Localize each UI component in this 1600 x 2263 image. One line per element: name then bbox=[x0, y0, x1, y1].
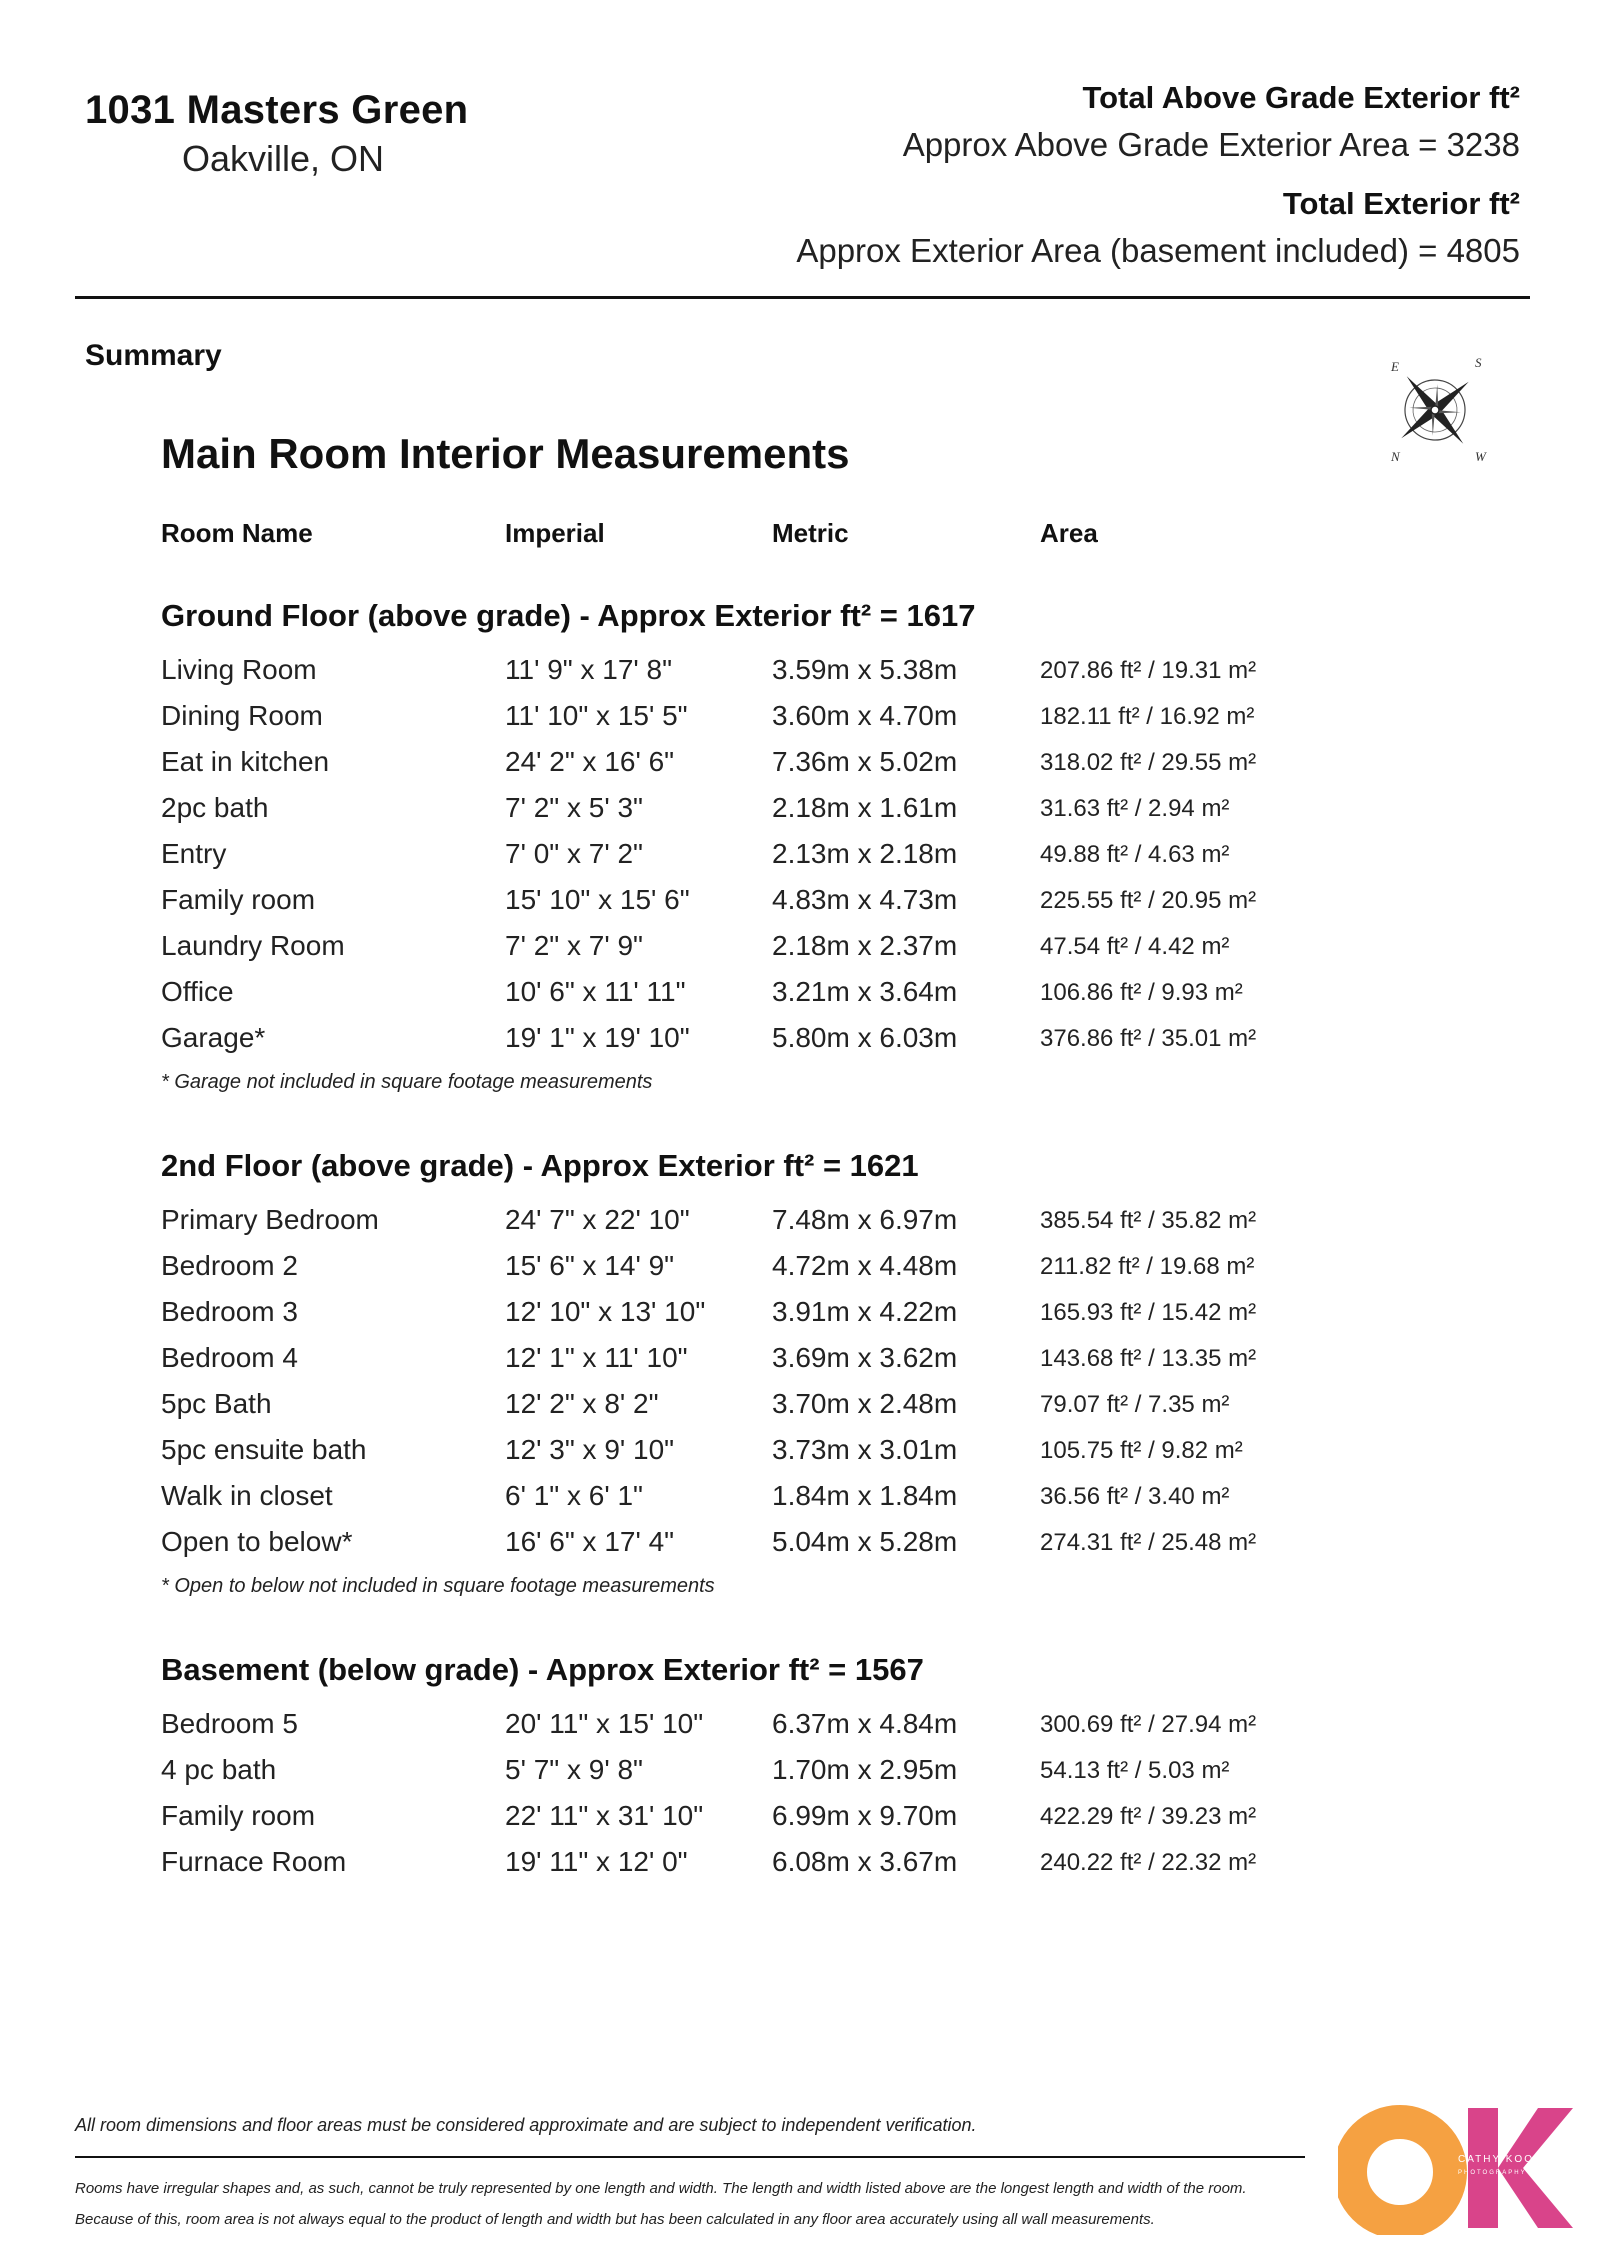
room-area: 274.31 ft² / 25.48 m² bbox=[1040, 1529, 1257, 1556]
room-metric: 2.13m x 2.18m bbox=[772, 838, 958, 869]
room-imperial: 24' 7" x 22' 10" bbox=[505, 1204, 690, 1235]
room-area: 225.55 ft² / 20.95 m² bbox=[1040, 887, 1257, 914]
table-row bbox=[0, 654, 1600, 700]
table-row bbox=[0, 1526, 1600, 1572]
table-row bbox=[0, 700, 1600, 746]
above-grade-title: Total Above Grade Exterior ft² bbox=[1082, 80, 1520, 115]
room-name: Bedroom 5 bbox=[161, 1708, 298, 1739]
summary-label: Summary bbox=[85, 339, 222, 372]
room-imperial: 12' 10" x 13' 10" bbox=[505, 1296, 706, 1327]
room-imperial: 7' 2" x 5' 3" bbox=[505, 792, 643, 823]
footer-divider bbox=[75, 2156, 1305, 2158]
footer-disclaimer: All room dimensions and floor areas must be considered approximate and are subject to independent verification. bbox=[75, 2115, 977, 2135]
section-title: Ground Floor (above grade) - Approx Exterior ft² = 1617 bbox=[161, 598, 976, 633]
room-metric: 7.48m x 6.97m bbox=[772, 1204, 958, 1235]
room-imperial: 12' 1" x 11' 10" bbox=[505, 1342, 688, 1373]
room-area: 300.69 ft² / 27.94 m² bbox=[1040, 1711, 1257, 1738]
room-metric: 3.73m x 3.01m bbox=[772, 1434, 958, 1465]
table-row bbox=[0, 1296, 1600, 1342]
room-metric: 1.84m x 1.84m bbox=[772, 1480, 958, 1511]
compass-s: S bbox=[1475, 355, 1482, 370]
column-header-metric: Metric bbox=[772, 518, 849, 548]
room-name: 5pc Bath bbox=[161, 1388, 272, 1419]
table-row bbox=[0, 1342, 1600, 1388]
room-imperial: 20' 11" x 15' 10" bbox=[505, 1708, 704, 1739]
room-metric: 1.70m x 2.95m bbox=[772, 1754, 958, 1785]
room-imperial: 24' 2" x 16' 6" bbox=[505, 746, 675, 777]
room-name: Family room bbox=[161, 1800, 316, 1831]
compass-w: W bbox=[1475, 449, 1486, 464]
table-row bbox=[0, 792, 1600, 838]
room-area: 79.07 ft² / 7.35 m² bbox=[1040, 1391, 1230, 1418]
room-metric: 4.83m x 4.73m bbox=[772, 884, 958, 915]
room-name: Living Room bbox=[161, 654, 317, 685]
room-name: Bedroom 4 bbox=[161, 1342, 298, 1373]
address-line-1: 1031 Masters Green bbox=[85, 88, 469, 132]
room-imperial: 19' 11" x 12' 0" bbox=[505, 1846, 688, 1877]
room-imperial: 11' 9" x 17' 8" bbox=[505, 654, 673, 685]
column-header-imperial: Imperial bbox=[505, 518, 605, 548]
room-name: Entry bbox=[161, 838, 227, 869]
room-imperial: 11' 10" x 15' 5" bbox=[505, 700, 688, 731]
room-name: Garage* bbox=[161, 1022, 266, 1053]
table-row bbox=[0, 1434, 1600, 1480]
room-imperial: 5' 7" x 9' 8" bbox=[505, 1754, 643, 1785]
table-row bbox=[0, 884, 1600, 930]
room-metric: 3.69m x 3.62m bbox=[772, 1342, 958, 1373]
room-name: Primary Bedroom bbox=[161, 1204, 379, 1235]
address-line-2: Oakville, ON bbox=[182, 138, 385, 179]
room-imperial: 16' 6" x 17' 4" bbox=[505, 1526, 675, 1557]
room-name: 5pc ensuite bath bbox=[161, 1434, 367, 1465]
table-row bbox=[0, 1708, 1600, 1754]
room-imperial: 22' 11" x 31' 10" bbox=[505, 1800, 704, 1831]
room-metric: 6.37m x 4.84m bbox=[772, 1708, 958, 1739]
section-note: * Garage not included in square footage measurements bbox=[161, 1071, 653, 1093]
table-row bbox=[0, 1800, 1600, 1846]
footer-note-line-1: Rooms have irregular shapes and, as such, cannot be truly represented by one length and width. The length and width listed above are the longest length and width of the room. bbox=[75, 2180, 1247, 2197]
table-row bbox=[0, 1388, 1600, 1434]
room-imperial: 7' 2" x 7' 9" bbox=[505, 930, 643, 961]
room-metric: 3.59m x 5.38m bbox=[772, 654, 958, 685]
room-area: 240.22 ft² / 22.32 m² bbox=[1040, 1849, 1257, 1876]
room-area: 211.82 ft² / 19.68 m² bbox=[1040, 1253, 1255, 1280]
room-name: Family room bbox=[161, 884, 316, 915]
room-name: Walk in closet bbox=[161, 1480, 333, 1511]
room-imperial: 12' 2" x 8' 2" bbox=[505, 1388, 659, 1419]
room-imperial: 6' 1" x 6' 1" bbox=[505, 1480, 643, 1511]
room-metric: 3.91m x 4.22m bbox=[772, 1296, 958, 1327]
room-area: 47.54 ft² / 4.42 m² bbox=[1040, 933, 1230, 960]
table-row bbox=[0, 976, 1600, 1022]
section-title: 2nd Floor (above grade) - Approx Exterior ft² = 1621 bbox=[161, 1148, 919, 1183]
room-imperial: 15' 10" x 15' 6" bbox=[505, 884, 690, 915]
table-row bbox=[0, 1754, 1600, 1800]
room-name: Laundry Room bbox=[161, 930, 345, 961]
table-row bbox=[0, 930, 1600, 976]
room-area: 36.56 ft² / 3.40 m² bbox=[1040, 1483, 1230, 1510]
compass-n: N bbox=[1391, 449, 1400, 464]
compass-e: E bbox=[1391, 359, 1399, 374]
room-area: 106.86 ft² / 9.93 m² bbox=[1040, 979, 1243, 1006]
room-area: 422.29 ft² / 39.23 m² bbox=[1040, 1803, 1257, 1830]
table-row bbox=[0, 1480, 1600, 1526]
room-area: 318.02 ft² / 29.55 m² bbox=[1040, 749, 1257, 776]
logo-subtext: PHOTOGRAPHY bbox=[1458, 2170, 1527, 2176]
room-name: Office bbox=[161, 976, 234, 1007]
main-title: Main Room Interior Measurements bbox=[161, 430, 850, 477]
room-name: Bedroom 2 bbox=[161, 1250, 298, 1281]
table-row bbox=[0, 838, 1600, 884]
room-metric: 5.80m x 6.03m bbox=[772, 1022, 958, 1053]
above-grade-value: Approx Above Grade Exterior Area = 3238 bbox=[902, 126, 1520, 163]
room-area: 207.86 ft² / 19.31 m² bbox=[1040, 657, 1257, 684]
room-area: 105.75 ft² / 9.82 m² bbox=[1040, 1437, 1243, 1464]
room-area: 31.63 ft² / 2.94 m² bbox=[1040, 795, 1230, 822]
section-note: * Open to below not included in square footage measurements bbox=[161, 1575, 715, 1597]
room-name: Eat in kitchen bbox=[161, 746, 330, 777]
table-row bbox=[0, 1204, 1600, 1250]
room-area: 165.93 ft² / 15.42 m² bbox=[1040, 1299, 1257, 1326]
room-metric: 3.21m x 3.64m bbox=[772, 976, 958, 1007]
room-metric: 7.36m x 5.02m bbox=[772, 746, 958, 777]
room-name: Dining Room bbox=[161, 700, 323, 731]
room-metric: 6.08m x 3.67m bbox=[772, 1846, 958, 1877]
room-imperial: 7' 0" x 7' 2" bbox=[505, 838, 643, 869]
room-name: Furnace Room bbox=[161, 1846, 347, 1877]
room-name: Bedroom 3 bbox=[161, 1296, 298, 1327]
room-metric: 6.99m x 9.70m bbox=[772, 1800, 958, 1831]
room-name: 2pc bath bbox=[161, 792, 269, 823]
room-name: 4 pc bath bbox=[161, 1754, 277, 1785]
column-header-room-name: Room Name bbox=[161, 518, 313, 548]
room-imperial: 19' 1" x 19' 10" bbox=[505, 1022, 690, 1053]
table-row bbox=[0, 1846, 1600, 1892]
room-area: 143.68 ft² / 13.35 m² bbox=[1040, 1345, 1257, 1372]
compass-rose-icon bbox=[1375, 345, 1495, 475]
column-header-area: Area bbox=[1040, 518, 1098, 548]
section-title: Basement (below grade) - Approx Exterior ft² = 1567 bbox=[161, 1652, 924, 1687]
room-metric: 5.04m x 5.28m bbox=[772, 1526, 958, 1557]
table-row bbox=[0, 1022, 1600, 1068]
total-exterior-title: Total Exterior ft² bbox=[1282, 186, 1520, 221]
room-metric: 3.70m x 2.48m bbox=[772, 1388, 958, 1419]
room-imperial: 15' 6" x 14' 9" bbox=[505, 1250, 675, 1281]
room-metric: 4.72m x 4.48m bbox=[772, 1250, 958, 1281]
room-metric: 2.18m x 1.61m bbox=[772, 792, 958, 823]
footer-note-line-2: Because of this, room area is not always equal to the product of length and width but has been calculated in any floor area accurately using all wall measurements. bbox=[75, 2211, 1155, 2228]
room-area: 49.88 ft² / 4.63 m² bbox=[1040, 841, 1230, 868]
room-area: 376.86 ft² / 35.01 m² bbox=[1040, 1025, 1257, 1052]
table-row bbox=[0, 746, 1600, 792]
room-area: 54.13 ft² / 5.03 m² bbox=[1040, 1757, 1230, 1784]
room-area: 182.11 ft² / 16.92 m² bbox=[1040, 703, 1255, 730]
room-imperial: 10' 6" x 11' 11" bbox=[505, 976, 686, 1007]
total-exterior-value: Approx Exterior Area (basement included) = 4805 bbox=[796, 232, 1520, 269]
header-divider bbox=[75, 296, 1530, 299]
table-row bbox=[0, 1250, 1600, 1296]
room-area: 385.54 ft² / 35.82 m² bbox=[1040, 1207, 1257, 1234]
room-metric: 2.18m x 2.37m bbox=[772, 930, 958, 961]
room-imperial: 12' 3" x 9' 10" bbox=[505, 1434, 675, 1465]
room-name: Open to below* bbox=[161, 1526, 353, 1557]
room-metric: 3.60m x 4.70m bbox=[772, 700, 958, 731]
cathy-koop-logo bbox=[1338, 2100, 1573, 2235]
logo-text: CATHY KOOP bbox=[1458, 2154, 1543, 2165]
